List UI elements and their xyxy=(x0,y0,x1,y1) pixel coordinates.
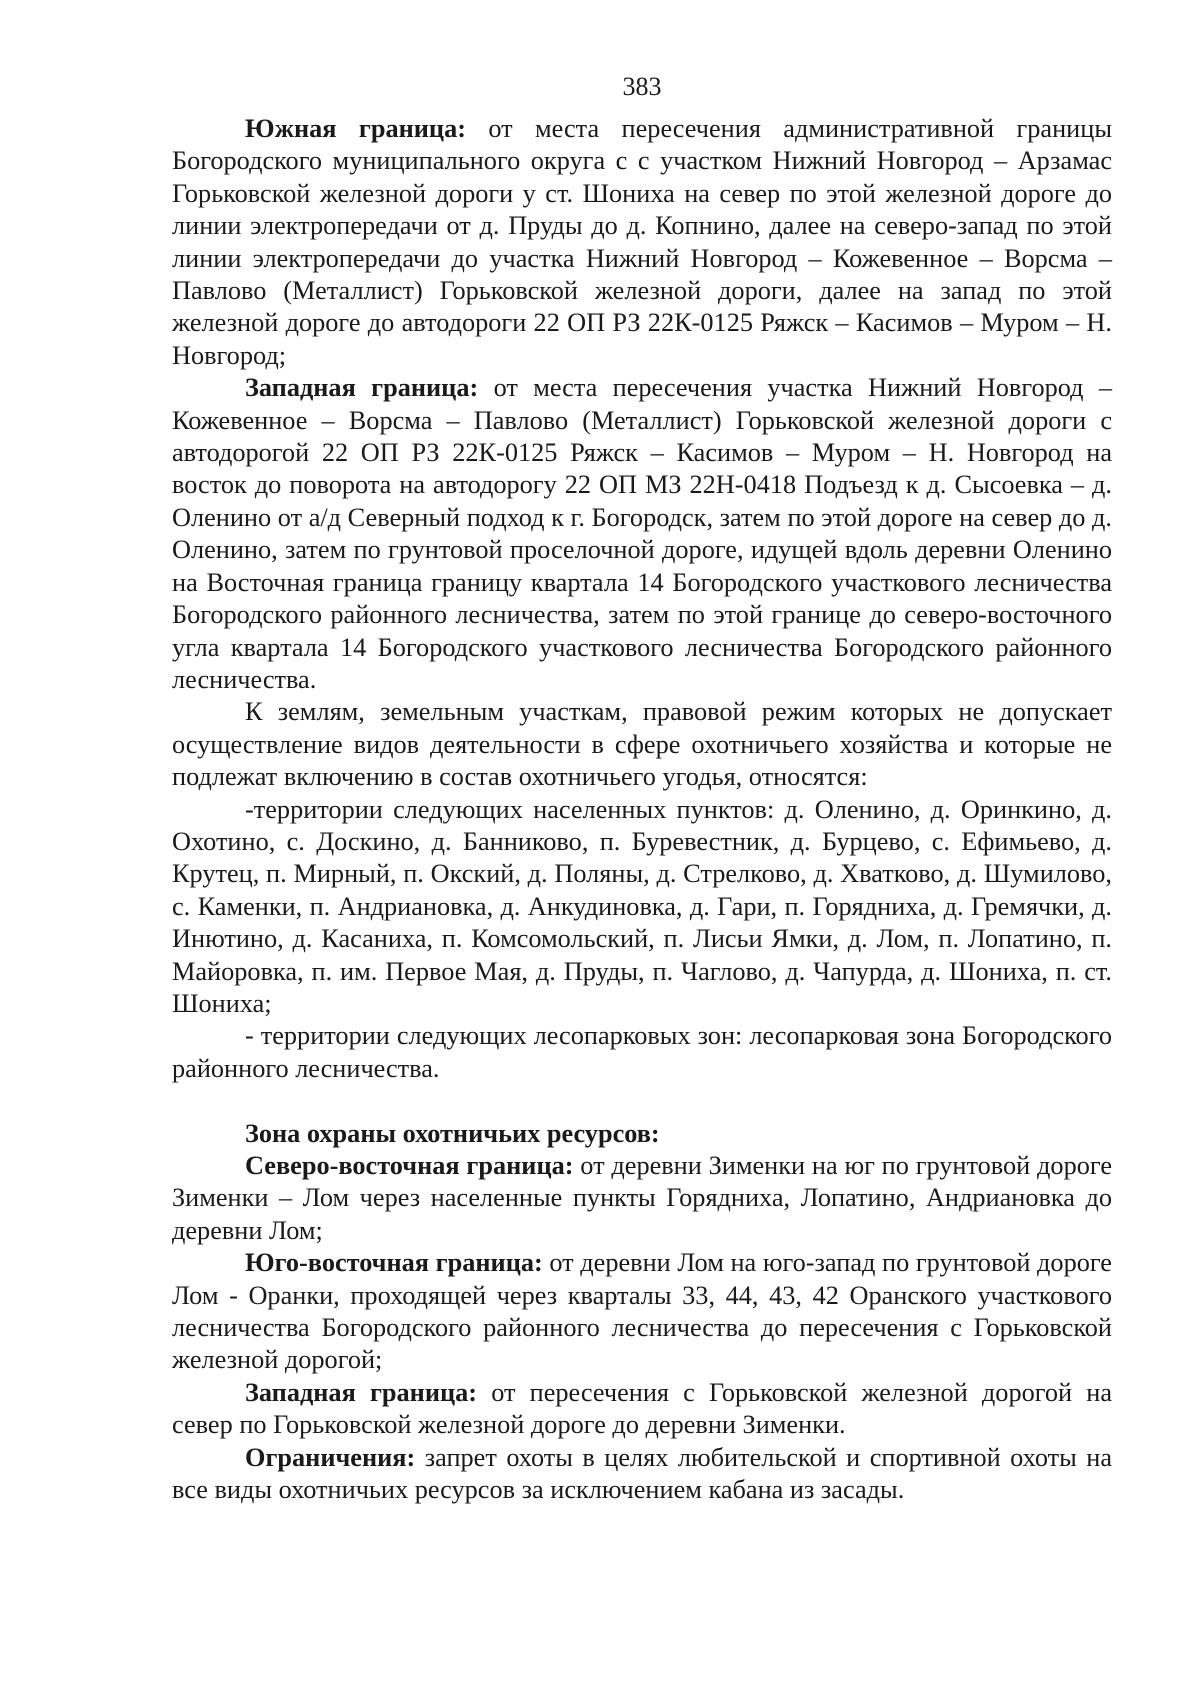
south-boundary-text: от места пересечения административной границы Богородского муниципального округа с с участком Нижний Новгород – Арзамас Горьковской железной дороги у ст. Шониха на север по этой железной дороге до линии электропередачи от д. Пруды до д. Копнино, далее на северо-запад по этой линии электропередачи до участка Нижний Новгород – Кожевенное – Ворсма – Павлово (Металлист) Горьковской железной дороги, далее на запад по этой железной дороге до автодороги 22 ОП РЗ 22К-0125 Ряжск – Касимов – Муром – Н. Новгород; xyxy=(172,114,1112,370)
west-boundary-label: Западная граница: xyxy=(245,373,479,403)
zone-heading: Зона охраны охотничьих ресурсов: xyxy=(245,1118,660,1148)
southeast-boundary-text: от деревни Лом на юго-запад по грунтовой дороге Лом - Оранки, проходящей через кварталы 33, 44, 43, 42 Оранского участкового лесничества Богородского районного лесничества до пересечения с Горьковской железной дорогой; xyxy=(172,1248,1112,1375)
document-page xyxy=(172,0,1112,1697)
west-boundary-paragraph xyxy=(172,372,1112,696)
page-number: 383 xyxy=(622,72,662,101)
southeast-boundary-label: Юго-восточная граница: xyxy=(245,1248,543,1278)
northeast-boundary-paragraph xyxy=(172,1150,1112,1247)
northeast-boundary-label: Северо-восточная граница: xyxy=(245,1150,574,1180)
south-boundary-paragraph xyxy=(172,113,1112,372)
west-zone-boundary-text: от пересечения с Горьковской железной дорогой на север по Горьковской железной дороге до деревни Зименки. xyxy=(172,1377,1112,1440)
northeast-boundary-text: от деревни Зименки на юг по грунтовой дороге Зименки – Лом через населенные пункты Горядниха, Лопатино, Андриановка до деревни Лом; xyxy=(172,1150,1112,1245)
restrictions-label: Ограничения: xyxy=(245,1442,416,1472)
west-zone-boundary-paragraph xyxy=(172,1377,1112,1442)
west-boundary-text: от места пересечения участка Нижний Новгород – Кожевенное – Ворсма – Павлово (Металлист) Горьковской железной дороги с автодорогой 22 ОП РЗ 22К-0125 Ряжск – Касимов – Муром – Н. Новгород на восток до поворота на автодорогу 22 ОП МЗ 22Н-0418 Подъезд к д. Сысоевка – д. Оленино от а/д Северный подход к г. Богородск, затем по этой дороге на север до д. Оленино, затем по грунтовой проселочной дороге, идущей вдоль деревни Оленино на Восточная граница границу квартала 14 Богородского участкового лесничества Богородского районного лесничества, затем по этой границе до северо-восточного угла квартала 14 Богородского участкового лесничества Богородского районного лесничества. xyxy=(172,373,1112,694)
west-zone-boundary-label: Западная граница: xyxy=(245,1377,478,1407)
forest-zones-paragraph: - территории следующих лесопарковых зон: лесопарковая зона Богородского районного лесничества. xyxy=(172,1021,1112,1083)
south-boundary-label: Южная граница: xyxy=(245,114,466,143)
restrictions-text: запрет охоты в целях любительской и спортивной охоты на все виды охотничьих ресурсов за исключением кабана из засады. xyxy=(172,1442,1112,1505)
section-spacer xyxy=(172,1085,1112,1117)
southeast-boundary-paragraph xyxy=(172,1247,1112,1377)
restrictions-paragraph xyxy=(172,1442,1112,1507)
settlements-paragraph: -территории следующих населенных пунктов: д. Оленино, д. Оринкино, д. Охотино, с. Доскино, д. Банниково, п. Буревестник, д. Бурцево, с. Ефимьево, д. Крутец, п. Мирный, п. Окский, д. Поляны, д. Стрелково, д. Хватково, д. Шумилово, с. Каменки, п. Андриановка, д. Анкудиновка, д. Гари, п. Горядниха, д. Гремячки, д. Инютино, д. Касаниха, п. Комсомольский, п. Лисьи Ямки, д. Лом, п. Лопатино, п. Майоровка, п. им. Первое Мая, д. Пруды, п. Чаглово, д. Чапурда, д. Шониха, п. ст. Шониха; xyxy=(172,794,1112,1018)
document-body xyxy=(172,113,1112,1506)
lands-intro-paragraph: К землям, земельным участкам, правовой режим которых не допускает осуществление видов деятельности в сфере охотничьего хозяйства и которые не подлежат включению в состав охотничьего угодья, относятся: xyxy=(172,697,1112,792)
